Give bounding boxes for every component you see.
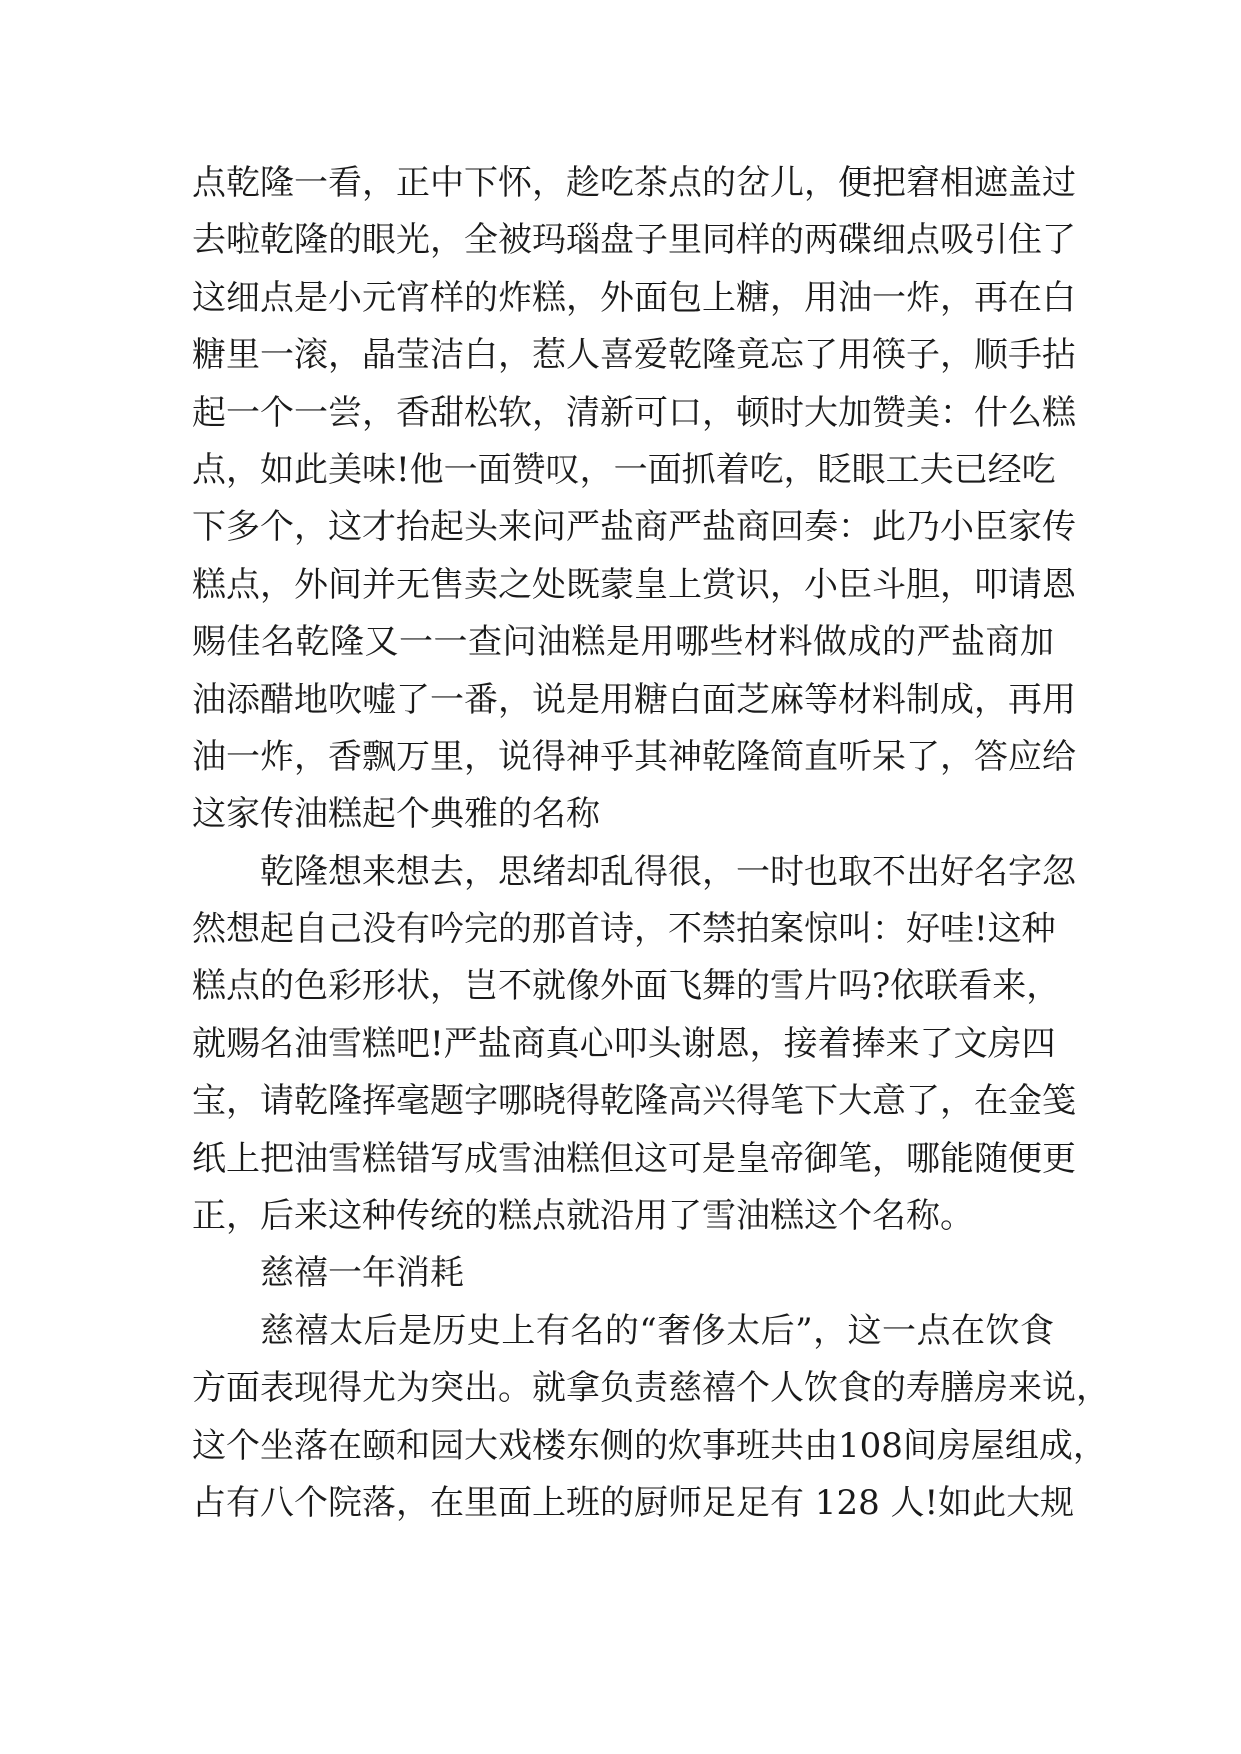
- paragraph-line: 纸上把油雪糕错写成雪油糕但这可是皇帝御笔，哪能随便更: [192, 1138, 1076, 1179]
- paragraph-line: 糖里一滚，晶莹洁白，惹人喜爱乾隆竟忘了用筷子，顺手拈: [192, 335, 1076, 376]
- paragraph-line: 糕点的色彩形状，岂不就像外面飞舞的雪片吗?依联看来，: [192, 966, 1061, 1007]
- paragraph-line: 赐佳名乾隆又一一查问油糕是用哪些材料做成的严盐商加: [192, 622, 1054, 663]
- paragraph-line: 下多个，这才抬起头来问严盐商严盐商回奏：此乃小臣家传: [192, 507, 1076, 548]
- section-heading: 慈禧一年消耗: [260, 1253, 464, 1294]
- paragraph-line: 慈禧太后是历史上有名的“奢侈太后”，这一点在饮食: [260, 1310, 1054, 1351]
- paragraph-line: 占有八个院落，在里面上班的厨师足足有 128 人!如此大规: [192, 1482, 1075, 1523]
- paragraph-line: 油一炸，香飘万里，说得神乎其神乾隆简直听呆了，答应给: [192, 736, 1076, 777]
- document-page: [192, 155, 1110, 1532]
- paragraph-line: 方面表现得尤为突出。就拿负责慈禧个人饮食的寿膳房来说，: [192, 1368, 1110, 1409]
- paragraph-line: 起一个一尝，香甜松软，清新可口，顿时大加赞美：什么糕: [192, 392, 1076, 433]
- paragraph-line: 就赐名油雪糕吧!严盐商真心叩头谢恩，接着捧来了文房四: [192, 1023, 1056, 1064]
- paragraph-line: 乾隆想来想去，思绪却乱得很，一时也取不出好名字忽: [260, 851, 1076, 892]
- paragraph-line: 点，如此美味!他一面赞叹，一面抓着吃，眨眼工夫已经吃: [192, 449, 1056, 490]
- paragraph-line: 这家传油糕起个典雅的名称: [192, 794, 600, 835]
- paragraph-line: 宝，请乾隆挥毫题字哪晓得乾隆高兴得笔下大意了，在金笺: [192, 1081, 1076, 1122]
- paragraph-line: 然想起自己没有吟完的那首诗，不禁拍案惊叫：好哇!这种: [192, 909, 1056, 950]
- paragraph-line: 正，后来这种传统的糕点就沿用了雪油糕这个名称。: [192, 1196, 974, 1237]
- paragraph-line: 这个坐落在颐和园大戏楼东侧的炊事班共由108间房屋组成，: [192, 1425, 1107, 1466]
- paragraph-line: 糕点，外间并无售卖之处既蒙皇上赏识，小臣斗胆，叩请恩: [192, 564, 1076, 605]
- paragraph-line: 去啦乾隆的眼光，全被玛瑙盘子里同样的两碟细点吸引住了: [192, 220, 1076, 261]
- paragraph-line: 这细点是小元宵样的炸糕，外面包上糖，用油一炸，再在白: [192, 277, 1076, 318]
- paragraph-line: 油添醋地吹嘘了一番，说是用糖白面芝麻等材料制成，再用: [192, 679, 1076, 720]
- paragraph-line: 点乾隆一看，正中下怀，趁吃茶点的岔儿，便把窘相遮盖过: [192, 163, 1076, 203]
